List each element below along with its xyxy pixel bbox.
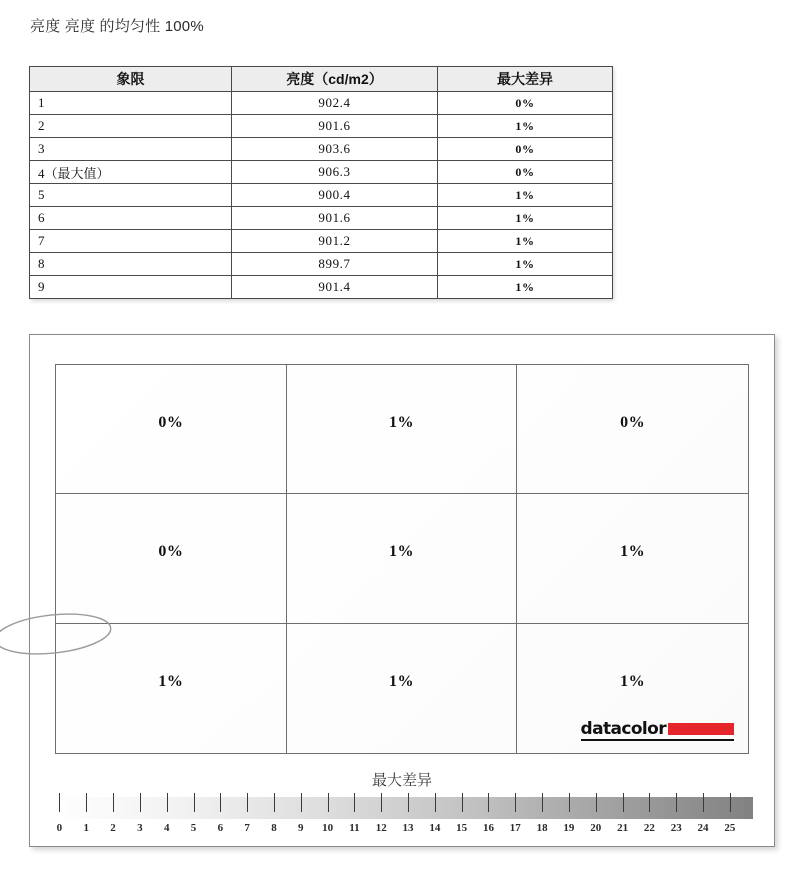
table-row: [30, 92, 613, 115]
legend-label-14: 14: [429, 822, 441, 834]
table-row: [30, 253, 613, 276]
datacolor-logo: [580, 718, 735, 741]
quadrant-grid: [55, 364, 749, 754]
quadrant-value: 0%: [158, 543, 184, 561]
legend-tick-15: [462, 793, 463, 812]
cell-quadrant: 7: [30, 230, 232, 253]
legend-label-0: 0: [56, 822, 63, 834]
legend-scale: [51, 797, 753, 838]
cell-max-diff: 0%: [438, 92, 613, 115]
legend-tick-13: [408, 793, 409, 812]
legend-label-9: 9: [298, 822, 304, 834]
legend-label-6: 6: [217, 822, 224, 834]
table-row: [30, 138, 613, 161]
legend-tick-8: [274, 793, 275, 812]
column-header-max-diff: 最大差异: [438, 67, 613, 92]
legend-label-3: 3: [137, 822, 143, 834]
column-header-quadrant: 象限: [30, 67, 232, 92]
quadrant-value: 1%: [158, 673, 184, 691]
cell-max-diff: 1%: [438, 115, 613, 138]
cell-max-diff: 0%: [438, 161, 613, 184]
legend-label-21: 21: [617, 822, 629, 834]
table-row: [30, 115, 613, 138]
legend-tick-5: [194, 793, 195, 812]
legend-label-20: 20: [590, 822, 602, 834]
cell-max-diff: 1%: [438, 276, 613, 299]
legend-label-18: 18: [536, 822, 548, 834]
legend-tick-16: [488, 793, 489, 812]
table-row: [30, 207, 613, 230]
table-row: [30, 230, 613, 253]
datacolor-wordmark: datacolor: [580, 718, 666, 739]
quadrant-value: 1%: [388, 414, 414, 432]
quadrant-cell-1: [56, 365, 287, 494]
quadrant-cell-2: [287, 365, 518, 494]
legend-label-7: 7: [244, 822, 250, 834]
legend-label-16: 16: [482, 822, 494, 834]
cell-max-diff: 1%: [438, 230, 613, 253]
cell-quadrant: 6: [30, 207, 232, 230]
quadrant-cell-9: [517, 624, 748, 753]
legend-label-17: 17: [509, 822, 521, 834]
legend-tick-18: [542, 793, 543, 812]
legend-tick-2: [113, 793, 114, 812]
cell-quadrant: 9: [30, 276, 232, 299]
legend-tick-14: [435, 793, 436, 812]
legend-tick-24: [703, 793, 704, 812]
legend-tick-7: [247, 793, 248, 812]
datacolor-swatch-icon: [668, 723, 734, 735]
table-row: [30, 184, 613, 207]
cell-luminance: 902.4: [232, 92, 438, 115]
legend-label-15: 15: [456, 822, 468, 834]
cell-luminance: 901.6: [232, 207, 438, 230]
legend-tick-1: [86, 793, 87, 812]
legend-tick-10: [328, 793, 329, 812]
legend-label-23: 23: [670, 822, 682, 834]
legend-label-24: 24: [697, 822, 709, 834]
legend-tick-23: [676, 793, 677, 812]
legend-tick-25: [730, 793, 731, 812]
legend-tick-6: [220, 793, 221, 812]
legend-label-10: 10: [322, 822, 334, 834]
table-row: [30, 161, 613, 184]
quadrant-cell-6: [517, 494, 748, 623]
legend-tick-0: [59, 793, 60, 812]
uniformity-panel: [29, 334, 775, 847]
legend-label-2: 2: [110, 822, 116, 834]
quadrant-cell-4: [56, 494, 287, 623]
legend-label-12: 12: [375, 822, 387, 834]
legend-tick-20: [596, 793, 597, 812]
quadrant-cell-5: [287, 494, 518, 623]
cell-luminance: 900.4: [232, 184, 438, 207]
quadrant-value: 1%: [620, 673, 646, 691]
legend-label-22: 22: [643, 822, 655, 834]
legend-tick-9: [301, 793, 302, 812]
cell-quadrant: 1: [30, 92, 232, 115]
legend-label-1: 1: [83, 822, 89, 834]
cell-max-diff: 0%: [438, 138, 613, 161]
legend-tick-17: [515, 793, 516, 812]
legend-label-4: 4: [163, 822, 170, 834]
cell-luminance: 901.4: [232, 276, 438, 299]
legend-label-19: 19: [563, 822, 575, 834]
quadrant-cell-3: [517, 365, 748, 494]
legend-label-25: 25: [724, 822, 736, 834]
quadrant-cell-7: [56, 624, 287, 753]
legend-tick-11: [354, 793, 355, 812]
cell-quadrant: 5: [30, 184, 232, 207]
legend-tick-22: [649, 793, 650, 812]
legend-tick-4: [167, 793, 168, 812]
legend-tick-21: [623, 793, 624, 812]
quadrant-value: 0%: [620, 414, 646, 432]
column-header-luminance: 亮度（cd/m2）: [232, 67, 438, 92]
cell-luminance: 901.6: [232, 115, 438, 138]
page-title: 亮度 亮度 的均匀性 100%: [30, 18, 204, 35]
quadrant-value: 1%: [388, 543, 414, 561]
cell-max-diff: 1%: [438, 184, 613, 207]
luminance-results-table: [29, 66, 612, 299]
legend-label-8: 8: [271, 822, 277, 834]
cell-quadrant: 4（最大值）: [30, 161, 232, 184]
legend-title: 最大差异: [371, 772, 432, 789]
cell-max-diff: 1%: [438, 253, 613, 276]
legend-tick-3: [140, 793, 141, 812]
legend-tick-12: [381, 793, 382, 812]
quadrant-value: 1%: [620, 543, 646, 561]
cell-max-diff: 1%: [438, 207, 613, 230]
legend-label-5: 5: [190, 822, 197, 834]
cell-quadrant: 3: [30, 138, 232, 161]
quadrant-value: 0%: [158, 414, 184, 432]
cell-quadrant: 2: [30, 115, 232, 138]
cell-luminance: 899.7: [232, 253, 438, 276]
table-header-row: [30, 67, 613, 92]
legend-label-11: 11: [349, 822, 360, 834]
cell-luminance: 903.6: [232, 138, 438, 161]
cell-luminance: 901.2: [232, 230, 438, 253]
cell-quadrant: 8: [30, 253, 232, 276]
table-row: [30, 276, 613, 299]
quadrant-value: 1%: [388, 673, 414, 691]
quadrant-cell-8: [287, 624, 518, 753]
cell-luminance: 906.3: [232, 161, 438, 184]
legend-gradient-bar: [51, 797, 753, 819]
legend-tick-labels: [51, 822, 753, 838]
legend-label-13: 13: [402, 822, 414, 834]
legend-tick-19: [569, 793, 570, 812]
